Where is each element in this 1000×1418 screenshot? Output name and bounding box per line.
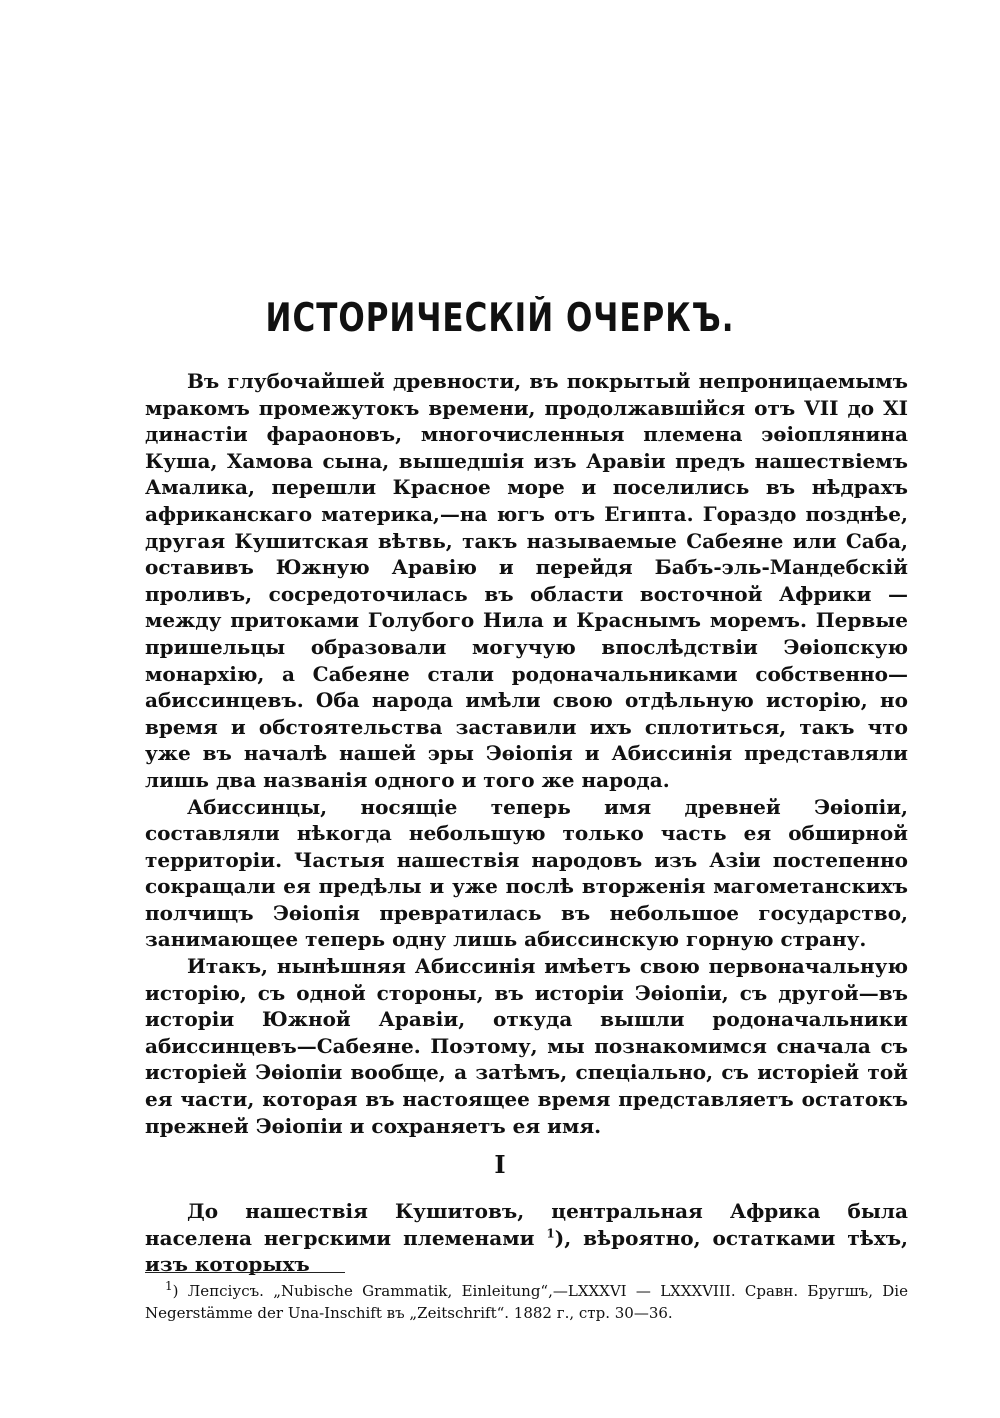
section-text [145, 1198, 908, 1278]
page-title: ИСТОРИЧЕСКІЙ ОЧЕРКЪ. [265, 296, 735, 341]
paragraph-1: Въ глубочайшей древности, въ покрытый непроницаемымъ мракомъ промежутокъ времени, продолжавшійся отъ VII до XI династіи фараоновъ, многочисленныя племена эѳіоплянина Куша, Хамова сына, вышедшія изъ Аравіи предъ нашествіемъ Амалика, перешли Красное море и поселились въ нѣдрахъ африканскаго материка,—на югъ отъ Египта. Гораздо позднѣе, другая Кушитская вѣтвь, такъ называемые Сабеяне или Саба, оставивъ Южную Аравію и перейдя Бабъ-эль-Мандебскій проливъ, сосредоточилась въ области восточной Африки — между притоками Голубого Нила и Краснымъ моремъ. Первые пришельцы образовали могучую впослѣдствіи Эѳіопскую монархію, а Сабеяне стали родоначальниками собственно—абиссинцевъ. Оба народа имѣли свою отдѣльную исторію, но время и обстоятельства заставили ихъ сплотиться, такъ что уже въ началѣ нашей эры Эѳіопія и Абиссинія представляли лишь два названія одного и того же народа. [145, 369, 908, 792]
footnote-mark: 1 [165, 1279, 173, 1293]
footnote-divider [145, 1272, 345, 1273]
paragraph-3: Итакъ, нынѣшняя Абиссинія имѣетъ свою первоначальную исторію, съ одной стороны, въ исторіи Эѳіопіи, съ другой—въ исторіи Южной Аравіи, откуда вышли родоначальники абиссинцевъ—Сабеяне. Поэтому, мы познакомимся сначала съ исторіей Эѳіопіи вообще, а затѣмъ, спеціально, съ исторіей той ея части, которая въ настоящее время представляетъ остатокъ прежней Эѳіопіи и сохраняетъ ея имя. [145, 954, 908, 1138]
section-number: I [494, 1150, 506, 1179]
section-paragraph-start: До нашествія Кушитовъ, центральная Африка была населена негрскими племенами [145, 1199, 908, 1250]
footnote-reference[interactable]: 1 [546, 1225, 555, 1240]
section-paragraph [145, 1198, 908, 1278]
section-paragraph-end: ), вѣроятно, остатками тѣхъ, изъ которыхъ [145, 1225, 909, 1277]
paragraph-2: Абиссинцы, носящіе теперь имя древней Эѳіопіи, составляли нѣкогда небольшую только часть ея обширной территоріи. Частыя нашествія народовъ изъ Азіи постепенно сокращали ея предѣлы и уже послѣ вторженія магометанскихъ полчищъ Эѳіопія превратилась въ небольшое государство, занимающее теперь одну лишь абиссинскую горную страну. [145, 794, 908, 952]
main-text [145, 368, 908, 1139]
footnote [145, 1280, 908, 1324]
footnote-text: ) Лепсіусъ. „Nubische Grammatik, Einleitung“,—LXXXVI — LXXXVIII. Сравн. Бругшъ, Die Negerstämme der Una-Inschift въ „Zeitschrift“. 1882 г., стр. 30—36. [145, 1282, 908, 1322]
